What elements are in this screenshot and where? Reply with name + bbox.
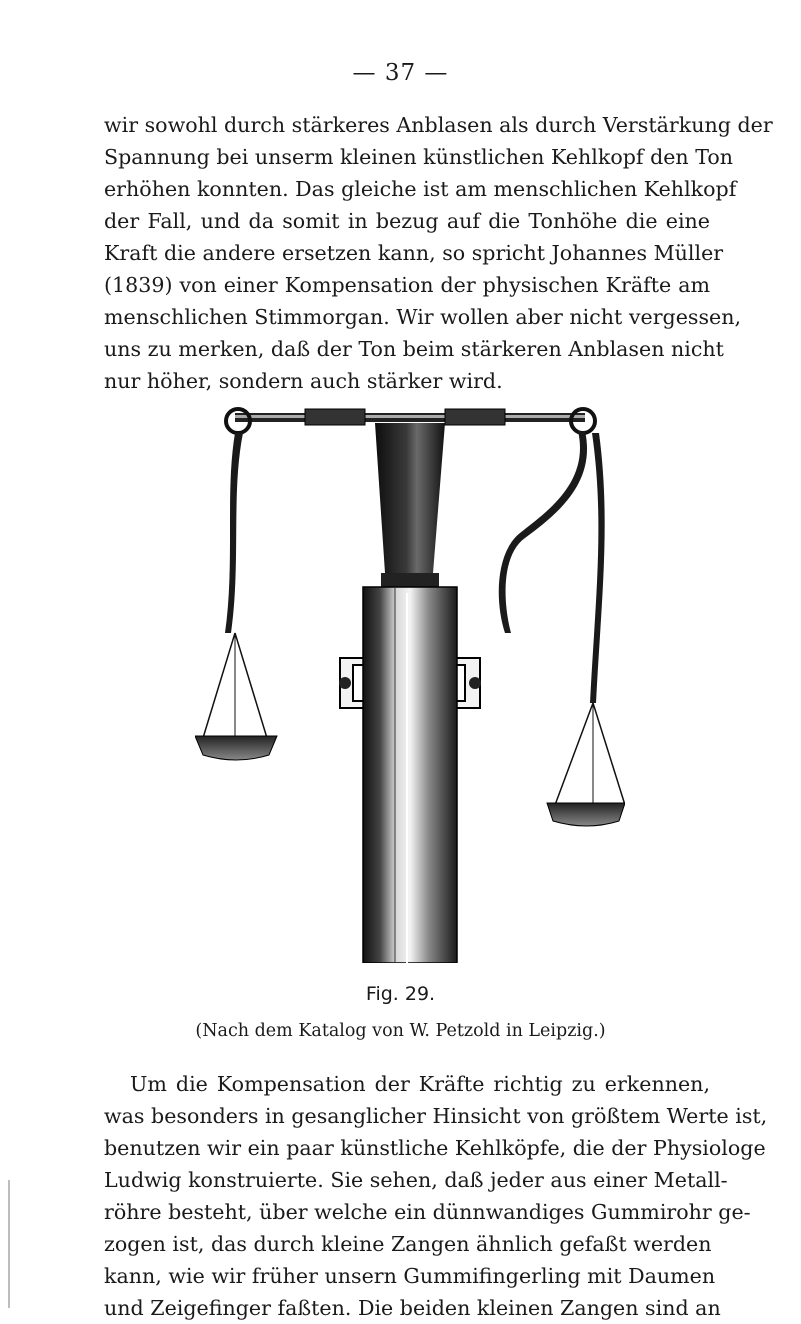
text-line: Um die Kompensation der Kräfte richtig zu erkennen,: [130, 1072, 710, 1096]
text-line: der Fall, und da somit in bezug auf die Tonhöhe die eine: [104, 209, 710, 233]
body-paragraph-2: [104, 1068, 768, 1324]
right-scale-pan: [547, 703, 625, 826]
page-number: — 37 —: [352, 60, 449, 86]
text-line: Kraft die andere ersetzen kann, so spricht Johannes Müller: [104, 241, 724, 265]
text-line: und Zeigefinger faßten. Die beiden kleinen Zangen sind an: [104, 1296, 721, 1320]
text-line: (1839) von einer Kompensation der physischen Kräfte am: [104, 273, 710, 297]
text-line: was besonders in gesanglicher Hinsicht von größtem Werte ist,: [104, 1104, 768, 1128]
text-line: uns zu merken, daß der Ton beim stärkeren Anblasen nicht: [104, 337, 724, 361]
body-paragraph-1: [104, 109, 773, 397]
scan-edge-line: [8, 1180, 10, 1308]
text-line: erhöhen konnten. Das gleiche ist am menschlichen Kehlkopf: [104, 177, 737, 201]
text-line: Spannung bei unserm kleinen künstlichen Kehlkopf den Ton: [104, 145, 734, 169]
text-line: wir sowohl durch stärkeres Anblasen als durch Verstärkung der: [104, 113, 773, 137]
text-line: menschlichen Stimmorgan. Wir wollen aber nicht vergessen,: [104, 305, 742, 329]
left-scale-pan: [195, 633, 277, 760]
text-line: Ludwig konstruierte. Sie sehen, daß jeder aus einer Metall-: [104, 1168, 728, 1192]
figure-label: Fig. 29.: [365, 983, 436, 1005]
text-line: röhre besteht, über welche ein dünnwandiges Gummirohr ge-: [104, 1200, 751, 1224]
larynx-apparatus-illustration: [195, 403, 625, 963]
text-line: zogen ist, das durch kleine Zangen ähnlich gefaßt werden: [104, 1232, 712, 1256]
text-line: kann, wie wir früher unsern Gummifingerling mit Daumen: [104, 1264, 716, 1288]
text-line: nur höher, sondern auch stärker wird.: [104, 369, 503, 393]
text-line: benutzen wir ein paar künstliche Kehlköpfe, die der Physiologe: [104, 1136, 766, 1160]
figure-caption: (Nach dem Katalog von W. Petzold in Leipzig.): [195, 1021, 606, 1041]
